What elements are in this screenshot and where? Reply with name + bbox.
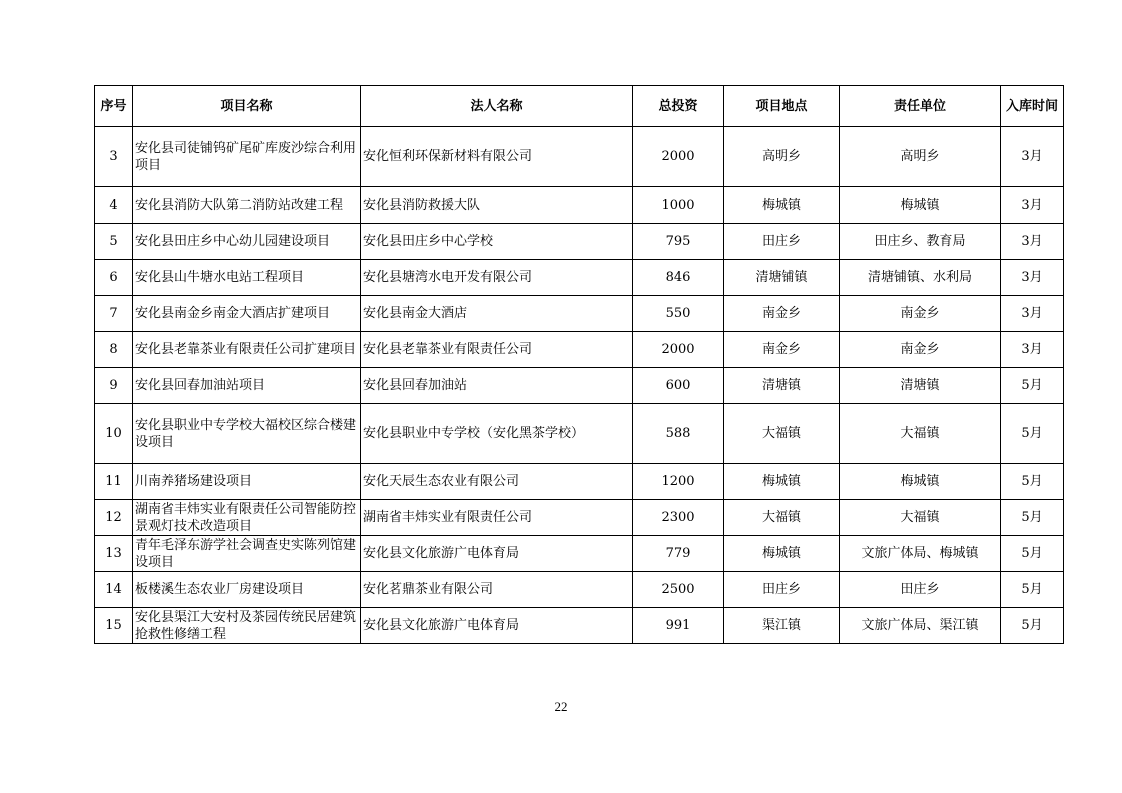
row-project-name: 安化县山牛塘水电站工程项目 xyxy=(133,260,361,296)
row-legal-entity: 湖南省丰炜实业有限责任公司 xyxy=(361,500,633,536)
row-location: 渠江镇 xyxy=(724,608,840,644)
row-legal-entity: 安化县老靠茶业有限责任公司 xyxy=(361,332,633,368)
row-index: 14 xyxy=(95,572,133,608)
row-legal-entity: 安化茗鼎茶业有限公司 xyxy=(361,572,633,608)
row-index: 15 xyxy=(95,608,133,644)
row-entry-time: 3月 xyxy=(1001,224,1064,260)
table-row xyxy=(95,187,1064,224)
row-project-name: 安化县回春加油站项目 xyxy=(133,368,361,404)
row-index: 13 xyxy=(95,536,133,572)
row-responsible-unit: 田庄乡、教育局 xyxy=(840,224,1001,260)
row-total-investment: 588 xyxy=(633,404,724,464)
row-location: 南金乡 xyxy=(724,296,840,332)
project-table xyxy=(94,85,1064,644)
row-responsible-unit: 文旅广体局、梅城镇 xyxy=(840,536,1001,572)
row-legal-entity: 安化天辰生态农业有限公司 xyxy=(361,464,633,500)
row-project-name: 板楼溪生态农业厂房建设项目 xyxy=(133,572,361,608)
row-project-name: 湖南省丰炜实业有限责任公司智能防控景观灯技术改造项目 xyxy=(133,500,361,536)
table-row xyxy=(95,572,1064,608)
row-responsible-unit: 梅城镇 xyxy=(840,187,1001,224)
row-entry-time: 5月 xyxy=(1001,500,1064,536)
header-legal-entity: 法人名称 xyxy=(361,86,633,127)
row-total-investment: 1200 xyxy=(633,464,724,500)
row-legal-entity: 安化县南金大酒店 xyxy=(361,296,633,332)
table-row xyxy=(95,404,1064,464)
row-responsible-unit: 大福镇 xyxy=(840,404,1001,464)
row-total-investment: 1000 xyxy=(633,187,724,224)
table-header-row xyxy=(95,86,1064,127)
row-index: 9 xyxy=(95,368,133,404)
table-row xyxy=(95,127,1064,187)
row-location: 梅城镇 xyxy=(724,464,840,500)
row-total-investment: 779 xyxy=(633,536,724,572)
row-entry-time: 5月 xyxy=(1001,608,1064,644)
row-entry-time: 3月 xyxy=(1001,260,1064,296)
row-project-name: 安化县司徒铺钨矿尾矿库废沙综合利用项目 xyxy=(133,127,361,187)
header-responsible-unit: 责任单位 xyxy=(840,86,1001,127)
row-entry-time: 5月 xyxy=(1001,536,1064,572)
row-legal-entity: 安化县职业中专学校（安化黑茶学校） xyxy=(361,404,633,464)
row-location: 田庄乡 xyxy=(724,572,840,608)
row-location: 梅城镇 xyxy=(724,187,840,224)
page-number: 22 xyxy=(554,699,568,714)
row-index: 6 xyxy=(95,260,133,296)
row-index: 7 xyxy=(95,296,133,332)
row-index: 8 xyxy=(95,332,133,368)
row-entry-time: 3月 xyxy=(1001,296,1064,332)
row-location: 大福镇 xyxy=(724,500,840,536)
row-index: 3 xyxy=(95,127,133,187)
table-row xyxy=(95,368,1064,404)
row-total-investment: 600 xyxy=(633,368,724,404)
row-legal-entity: 安化县田庄乡中心学校 xyxy=(361,224,633,260)
row-legal-entity: 安化县文化旅游广电体育局 xyxy=(361,608,633,644)
row-legal-entity: 安化县消防救援大队 xyxy=(361,187,633,224)
table-row xyxy=(95,332,1064,368)
header-location: 项目地点 xyxy=(724,86,840,127)
row-entry-time: 3月 xyxy=(1001,332,1064,368)
row-location: 梅城镇 xyxy=(724,536,840,572)
table-row xyxy=(95,536,1064,572)
row-total-investment: 2300 xyxy=(633,500,724,536)
row-location: 清塘镇 xyxy=(724,368,840,404)
table-row xyxy=(95,500,1064,536)
row-project-name: 安化县田庄乡中心幼儿园建设项目 xyxy=(133,224,361,260)
row-responsible-unit: 大福镇 xyxy=(840,500,1001,536)
table-row xyxy=(95,608,1064,644)
header-index: 序号 xyxy=(95,86,133,127)
row-index: 12 xyxy=(95,500,133,536)
row-responsible-unit: 田庄乡 xyxy=(840,572,1001,608)
row-responsible-unit: 南金乡 xyxy=(840,332,1001,368)
header-total-investment: 总投资 xyxy=(633,86,724,127)
row-total-investment: 2000 xyxy=(633,332,724,368)
row-location: 高明乡 xyxy=(724,127,840,187)
row-project-name: 安化县老靠茶业有限责任公司扩建项目 xyxy=(133,332,361,368)
row-legal-entity: 安化县文化旅游广电体育局 xyxy=(361,536,633,572)
table-row xyxy=(95,464,1064,500)
row-project-name: 安化县职业中专学校大福校区综合楼建设项目 xyxy=(133,404,361,464)
row-project-name: 青年毛泽东游学社会调查史实陈列馆建设项目 xyxy=(133,536,361,572)
table-row xyxy=(95,296,1064,332)
row-total-investment: 2000 xyxy=(633,127,724,187)
row-index: 11 xyxy=(95,464,133,500)
row-responsible-unit: 文旅广体局、渠江镇 xyxy=(840,608,1001,644)
row-total-investment: 550 xyxy=(633,296,724,332)
header-entry-time: 入库时间 xyxy=(1001,86,1064,127)
row-legal-entity: 安化恒利环保新材料有限公司 xyxy=(361,127,633,187)
row-location: 南金乡 xyxy=(724,332,840,368)
row-total-investment: 2500 xyxy=(633,572,724,608)
row-responsible-unit: 高明乡 xyxy=(840,127,1001,187)
row-project-name: 安化县消防大队第二消防站改建工程 xyxy=(133,187,361,224)
row-responsible-unit: 梅城镇 xyxy=(840,464,1001,500)
row-entry-time: 5月 xyxy=(1001,404,1064,464)
table-row xyxy=(95,260,1064,296)
row-responsible-unit: 清塘铺镇、水利局 xyxy=(840,260,1001,296)
row-legal-entity: 安化县回春加油站 xyxy=(361,368,633,404)
row-legal-entity: 安化县塘湾水电开发有限公司 xyxy=(361,260,633,296)
row-total-investment: 795 xyxy=(633,224,724,260)
table-row xyxy=(95,224,1064,260)
row-entry-time: 3月 xyxy=(1001,127,1064,187)
row-index: 10 xyxy=(95,404,133,464)
row-project-name: 安化县南金乡南金大酒店扩建项目 xyxy=(133,296,361,332)
row-entry-time: 3月 xyxy=(1001,187,1064,224)
row-total-investment: 991 xyxy=(633,608,724,644)
row-entry-time: 5月 xyxy=(1001,368,1064,404)
row-location: 大福镇 xyxy=(724,404,840,464)
row-project-name: 安化县渠江大安村及茶园传统民居建筑抢救性修缮工程 xyxy=(133,608,361,644)
row-project-name: 川南养猪场建设项目 xyxy=(133,464,361,500)
row-entry-time: 5月 xyxy=(1001,572,1064,608)
row-total-investment: 846 xyxy=(633,260,724,296)
row-responsible-unit: 清塘镇 xyxy=(840,368,1001,404)
row-entry-time: 5月 xyxy=(1001,464,1064,500)
row-responsible-unit: 南金乡 xyxy=(840,296,1001,332)
row-index: 4 xyxy=(95,187,133,224)
row-location: 田庄乡 xyxy=(724,224,840,260)
row-location: 清塘铺镇 xyxy=(724,260,840,296)
row-index: 5 xyxy=(95,224,133,260)
header-project-name: 项目名称 xyxy=(133,86,361,127)
